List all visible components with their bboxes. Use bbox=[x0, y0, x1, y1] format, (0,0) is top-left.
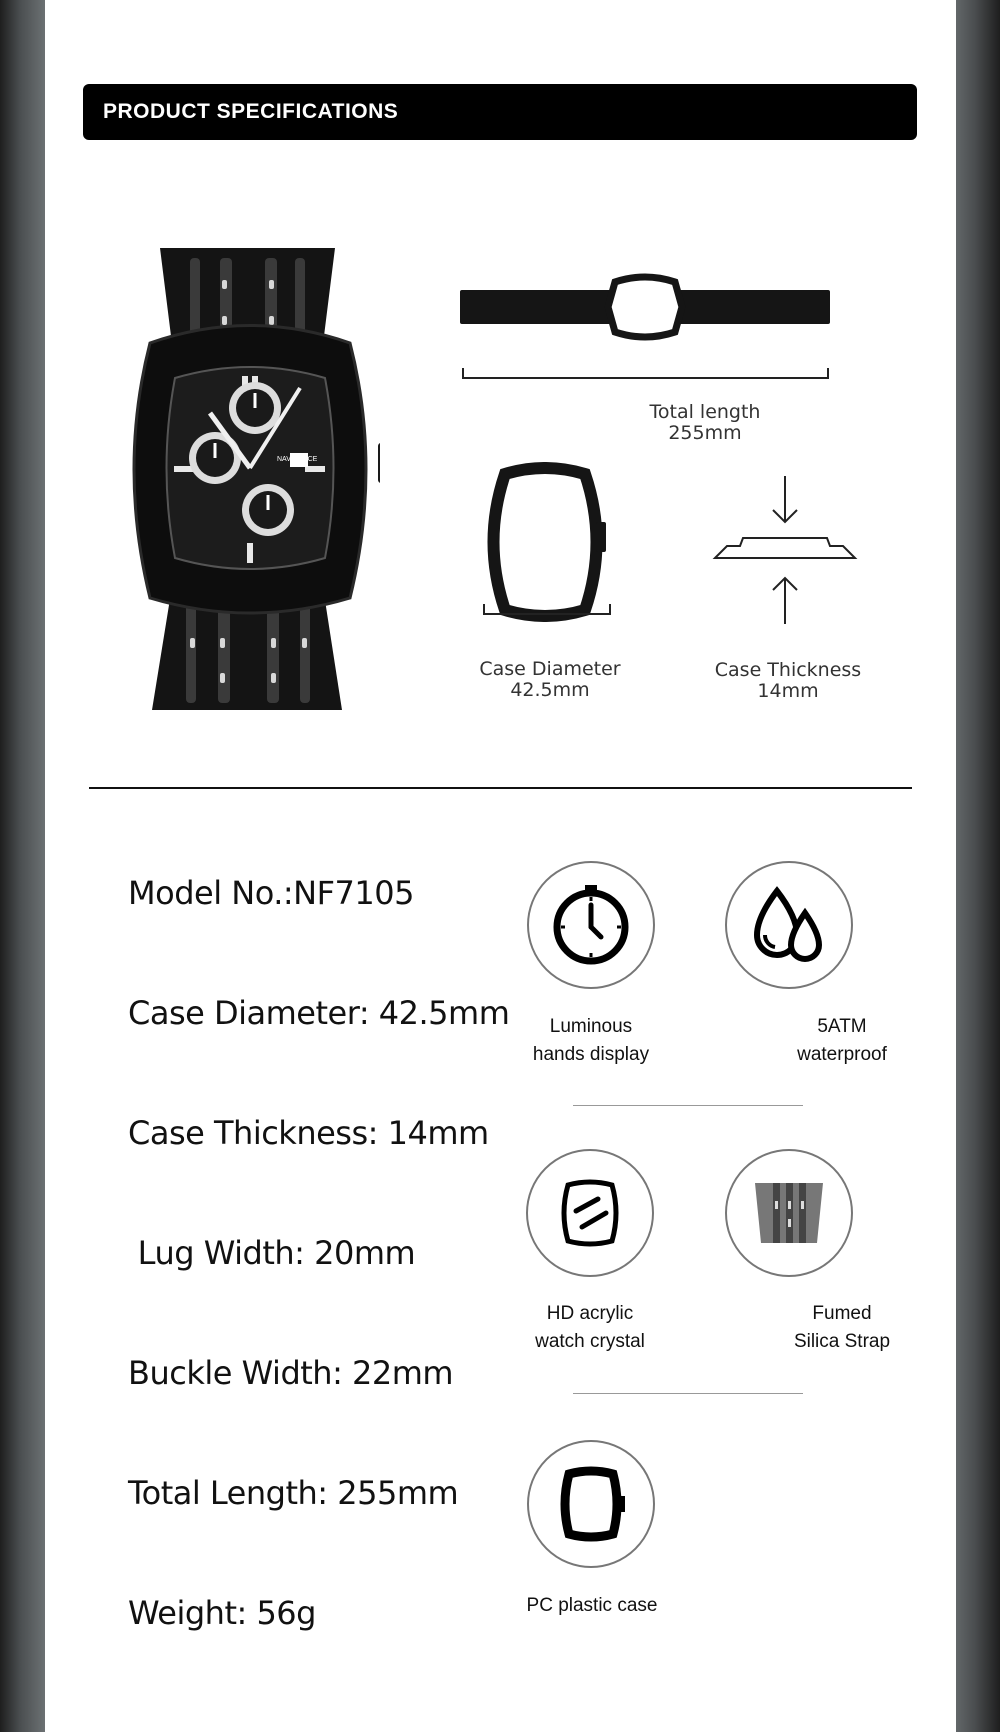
section-divider bbox=[89, 787, 912, 789]
feature-strap-label bbox=[742, 1300, 942, 1356]
feature-case-badge bbox=[527, 1440, 655, 1568]
feature-luminous-label bbox=[491, 1013, 691, 1069]
feature-luminous-line1: Luminous bbox=[549, 1016, 633, 1037]
total-length-value: 255mm bbox=[668, 422, 742, 444]
case-diameter-label bbox=[425, 659, 675, 701]
case-icon bbox=[549, 1462, 633, 1546]
feature-case-label bbox=[492, 1592, 692, 1620]
feature-crystal-line1: HD acrylic bbox=[546, 1303, 634, 1324]
watch-brand-logo: NAVIFORCE bbox=[277, 456, 318, 463]
spec-lug-width: Lug Width: 20mm bbox=[128, 1234, 416, 1272]
section-header bbox=[83, 84, 917, 140]
spec-weight: Weight: 56g bbox=[128, 1594, 316, 1632]
spec-buckle-width: Buckle Width: 22mm bbox=[128, 1354, 454, 1392]
feature-waterproof-label bbox=[742, 1013, 942, 1069]
case-thickness-label bbox=[663, 660, 913, 702]
clock-icon bbox=[549, 883, 633, 967]
feature-waterproof-badge bbox=[725, 861, 853, 989]
feature-crystal-line2: watch crystal bbox=[535, 1331, 645, 1352]
case-diameter-value: 42.5mm bbox=[510, 679, 590, 701]
feature-luminous-line2: hands display bbox=[532, 1044, 650, 1065]
feature-divider-1 bbox=[573, 1105, 803, 1106]
watch-product-image bbox=[120, 228, 380, 718]
feature-strap-line2: Silica Strap bbox=[793, 1331, 891, 1352]
feature-strap-badge bbox=[725, 1149, 853, 1277]
total-length-label bbox=[575, 402, 835, 444]
strap-icon bbox=[747, 1171, 831, 1255]
case-thickness-value: 14mm bbox=[757, 680, 819, 702]
case-thickness-title: Case Thickness bbox=[714, 659, 862, 681]
spec-model-number: Model No.:NF7105 bbox=[128, 874, 414, 912]
spec-sheet bbox=[45, 0, 956, 1732]
feature-luminous-badge bbox=[527, 861, 655, 989]
strap-length-diagram bbox=[460, 270, 840, 390]
case-diameter-title: Case Diameter bbox=[479, 658, 621, 680]
water-drops-icon bbox=[747, 883, 831, 967]
feature-waterproof-line2: waterproof bbox=[797, 1044, 887, 1065]
spec-case-thickness: Case Thickness: 14mm bbox=[128, 1114, 489, 1152]
total-length-title: Total length bbox=[649, 401, 761, 423]
case-thickness-diagram bbox=[705, 472, 865, 632]
feature-crystal-label bbox=[490, 1300, 690, 1356]
spec-total-length: Total Length: 255mm bbox=[128, 1474, 459, 1512]
feature-strap-line1: Fumed bbox=[812, 1303, 872, 1324]
spec-case-diameter: Case Diameter: 42.5mm bbox=[128, 994, 510, 1032]
feature-crystal-badge bbox=[526, 1149, 654, 1277]
crystal-icon bbox=[548, 1171, 632, 1255]
feature-waterproof-line1: 5ATM bbox=[817, 1016, 867, 1037]
section-title: PRODUCT SPECIFICATIONS bbox=[103, 100, 399, 123]
feature-case-line1: PC plastic case bbox=[526, 1595, 658, 1616]
case-diameter-diagram bbox=[480, 462, 620, 622]
feature-divider-2 bbox=[573, 1393, 803, 1394]
